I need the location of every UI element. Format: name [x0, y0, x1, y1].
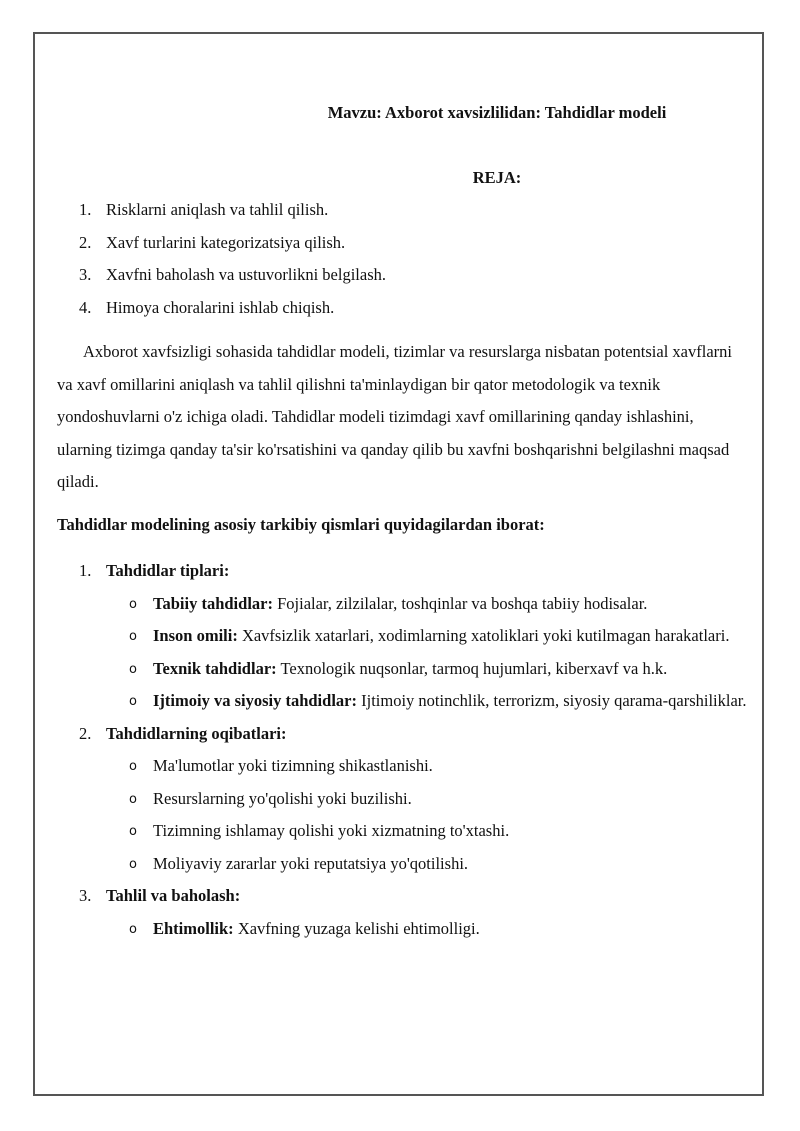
document-title: Mavzu: Axborot xavsizlilidan: Tahdidlar modeli [327, 103, 667, 122]
section-number: 1. [79, 561, 92, 580]
list-item [57, 815, 747, 848]
plan-item-number: 2. [79, 232, 92, 252]
plan-item [57, 227, 747, 260]
plan-list [57, 194, 747, 324]
plan-heading: REJA: [472, 167, 522, 187]
item-text: Resurslarning yo'qolishi yoki buzilishi. [153, 788, 412, 808]
section-items [57, 588, 747, 718]
bullet-icon: o [129, 694, 137, 709]
plan-item-text: Himoya choralarini ishlab chiqish. [106, 297, 335, 317]
document-body [57, 97, 747, 945]
intro-paragraph: Axborot xavfsizligi sohasida tahdidlar modeli, tizimlar va resurslarga nisbatan potentsial xavflarni va xavf omillarini aniqlash va tahlil qilishni ta'minlaydigan bir qator metodologik va texnik yondoshuvlarni o'z ichiga oladi. Tahdidlar modeli tizimdagi xavf omillarining qanday ishlashini, ularning tizimga qanday ta'sir ko'rsatishini va qanday qilib bu xavfni boshqarishni belgilashni maqsad qiladi. [57, 342, 732, 491]
item-term: Texnik tahdidlar: [153, 658, 277, 678]
item-text: Moliyaviy zararlar yoki reputatsiya yo'qotilishi. [153, 853, 469, 873]
component-section [57, 880, 747, 945]
plan-item-text: Risklarni aniqlash va tahlil qilish. [106, 200, 329, 219]
components-list [57, 555, 747, 945]
bullet-icon: o [129, 629, 137, 644]
bullet-icon: o [129, 824, 137, 839]
list-item [57, 783, 747, 816]
section-heading: Tahdidlar modelining asosiy tarkibiy qismlari quyidagilardan iborat: [57, 514, 545, 534]
plan-item [57, 292, 747, 325]
item-term: Ijtimoiy va siyosiy tahdidlar: [153, 691, 357, 710]
item-text: Tizimning ishlamay qolishi yoki xizmatning to'xtashi. [153, 821, 510, 840]
item-text: Texnologik nuqsonlar, tarmoq hujumlari, kiberxavf va h.k. [276, 658, 668, 678]
plan-item-text: Xavf turlarini kategorizatsiya qilish. [106, 232, 346, 252]
list-item [57, 588, 747, 621]
item-term: Ehtimollik: [153, 918, 234, 938]
plan-item [57, 259, 747, 292]
plan-item-number: 1. [79, 200, 92, 219]
section-items [57, 750, 747, 880]
section-title: Tahlil va baholash: [106, 886, 241, 905]
bullet-icon: o [129, 921, 137, 937]
bullet-icon: o [129, 791, 137, 807]
bullet-icon: o [129, 661, 137, 677]
item-text: Ijtimoiy notinchlik, terrorizm, siyosiy qarama-qarshiliklar. [356, 691, 747, 710]
component-section [57, 555, 747, 718]
section-title: Tahdidlarning oqibatlari: [106, 723, 287, 743]
item-term: Tabiiy tahdidlar: [153, 593, 273, 613]
section-number: 3. [79, 886, 92, 905]
item-text: Xavfsizlik xatarlari, xodimlarning xatoliklari yoki kutilmagan harakatlari. [237, 626, 730, 645]
plan-item-number: 4. [79, 297, 92, 317]
item-text: Xavfning yuzaga kelishi ehtimolligi. [233, 918, 480, 938]
section-items [57, 913, 747, 946]
list-item [57, 913, 747, 946]
bullet-icon: o [129, 759, 137, 774]
list-item [57, 848, 747, 881]
list-item [57, 685, 747, 718]
item-term: Inson omili: [153, 626, 238, 645]
bullet-icon: o [129, 856, 137, 872]
section-title: Tahdidlar tiplari: [106, 561, 230, 580]
item-text: Fojialar, zilzilalar, toshqinlar va boshqa tabiiy hodisalar. [272, 593, 648, 613]
plan-item-text: Xavfni baholash va ustuvorlikni belgilash. [106, 265, 386, 284]
plan-item [57, 194, 747, 227]
bullet-icon: o [129, 596, 137, 612]
list-item [57, 620, 747, 653]
plan-item-number: 3. [79, 265, 92, 284]
list-item [57, 653, 747, 686]
component-section [57, 718, 747, 881]
section-number: 2. [79, 723, 92, 743]
item-text: Ma'lumotlar yoki tizimning shikastlanishi. [153, 756, 433, 775]
list-item [57, 750, 747, 783]
